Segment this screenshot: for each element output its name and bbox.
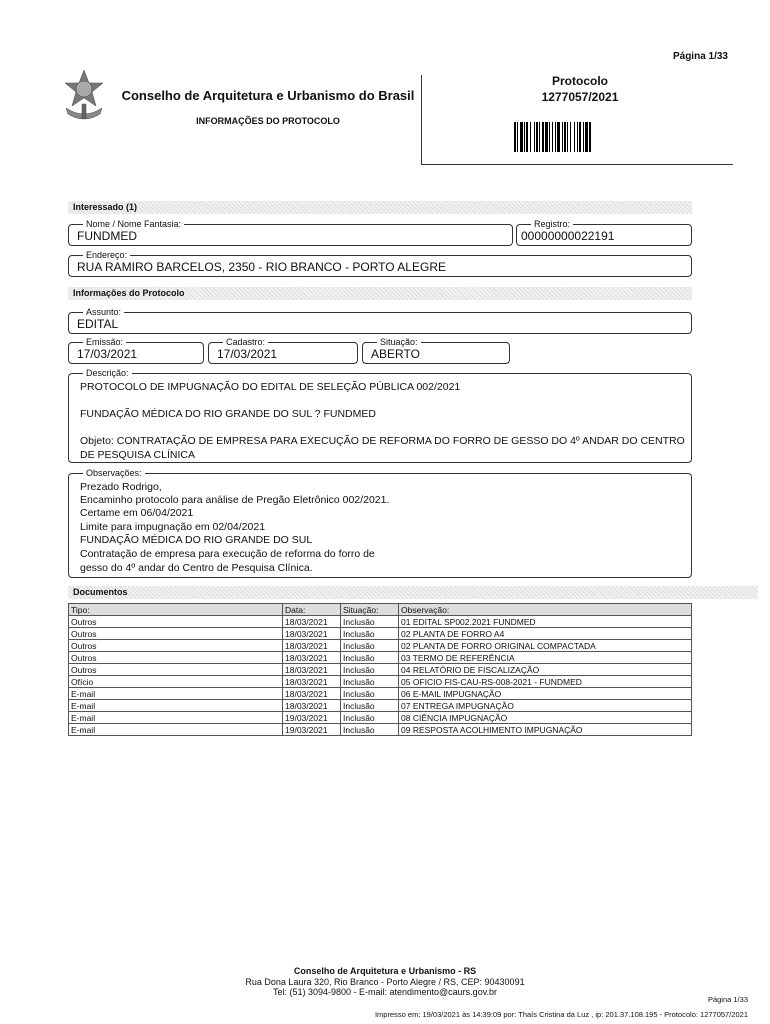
table-cell: Ofício bbox=[69, 676, 283, 688]
endereco-label: Endereço: bbox=[83, 249, 130, 261]
cadastro-label: Cadastro: bbox=[223, 336, 268, 348]
barcode-bar bbox=[564, 122, 566, 152]
table-cell: 05 OFICIO FIS-CAU-RS-008-2021 - FUNDMED bbox=[399, 676, 692, 688]
table-cell: 18/03/2021 bbox=[283, 664, 341, 676]
documents-table bbox=[68, 603, 692, 736]
barcode-bar bbox=[570, 122, 571, 152]
table-cell: Inclusão bbox=[341, 652, 399, 664]
table-cell: 04 RELATÓRIO DE FISCALIZAÇÃO bbox=[399, 664, 692, 676]
situacao-field bbox=[362, 337, 510, 364]
situacao-label: Situação: bbox=[377, 336, 421, 348]
observacao-line: Encaminho protocolo para análise de Pregão Eletrônico 002/2021. bbox=[80, 494, 390, 506]
table-row bbox=[69, 628, 692, 640]
descricao-field bbox=[68, 368, 692, 463]
name-value: FUNDMED bbox=[77, 229, 137, 243]
table-cell: Inclusão bbox=[341, 688, 399, 700]
table-cell: 18/03/2021 bbox=[283, 616, 341, 628]
table-cell: 08 CIÊNCIA IMPUGNAÇÃO bbox=[399, 712, 692, 724]
table-row bbox=[69, 700, 692, 712]
table-cell: Inclusão bbox=[341, 664, 399, 676]
situacao-value: ABERTO bbox=[371, 347, 420, 361]
endereco-value: RUA RAMIRO BARCELOS, 2350 - RIO BRANCO - PORTO ALEGRE bbox=[77, 260, 446, 274]
section-documentos: Documentos bbox=[68, 586, 758, 599]
barcode-bar bbox=[524, 122, 525, 152]
table-cell: 18/03/2021 bbox=[283, 700, 341, 712]
table-cell: 18/03/2021 bbox=[283, 628, 341, 640]
barcode-bar bbox=[589, 122, 591, 152]
table-row bbox=[69, 688, 692, 700]
table-row bbox=[69, 712, 692, 724]
registro-value: 00000000022191 bbox=[521, 229, 615, 243]
descricao-line: Objeto: CONTRATAÇÃO DE EMPRESA PARA EXECUÇÃO DE REFORMA DO FORRO DE GESSO DO 4º ANDAR DO CENTRO bbox=[80, 435, 685, 447]
table-cell: 06 E-MAIL IMPUGNAÇÃO bbox=[399, 688, 692, 700]
assunto-value: EDITAL bbox=[77, 317, 119, 331]
barcode-icon bbox=[514, 122, 638, 152]
observacao-line: Prezado Rodrigo, bbox=[80, 481, 162, 493]
cadastro-value: 17/03/2021 bbox=[217, 347, 278, 361]
name-label: Nome / Nome Fantasia: bbox=[83, 218, 184, 230]
table-cell: Inclusão bbox=[341, 616, 399, 628]
table-cell: 19/03/2021 bbox=[283, 724, 341, 736]
barcode-bar bbox=[526, 122, 528, 152]
barcode-bar bbox=[567, 122, 568, 152]
barcode-bar bbox=[555, 122, 556, 152]
barcode-bar bbox=[545, 122, 548, 152]
table-cell: 18/03/2021 bbox=[283, 688, 341, 700]
observacao-line: gesso do 4º andar do Centro de Pesquisa Clínica. bbox=[80, 562, 313, 574]
table-row bbox=[69, 640, 692, 652]
table-cell: 01 EDITAL SP002.2021 FUNDMED bbox=[399, 616, 692, 628]
emissao-label: Emissão: bbox=[83, 336, 126, 348]
header-divider-horizontal bbox=[421, 164, 733, 165]
barcode-bar bbox=[514, 122, 516, 152]
barcode-bar bbox=[517, 122, 518, 152]
barcode-bar bbox=[583, 122, 584, 152]
footer-print-info: Impresso em: 19/03/2021 às 14:39:09 por: Thaís Cristina da Luz , ip: 201.37.108.195 - Protocolo: 1277057/2021 bbox=[374, 1010, 748, 1019]
barcode-bar bbox=[549, 122, 550, 152]
footer-page-number: Página 1/33 bbox=[707, 995, 748, 1004]
protocol-label: Protocolo bbox=[552, 74, 608, 88]
table-cell: Inclusão bbox=[341, 700, 399, 712]
column-header: Situação: bbox=[341, 604, 399, 616]
descricao-label: Descrição: bbox=[83, 367, 132, 379]
table-cell: 18/03/2021 bbox=[283, 676, 341, 688]
table-row bbox=[69, 676, 692, 688]
footer-organization: Conselho de Arquitetura e Urbanismo - RS bbox=[293, 966, 477, 976]
table-cell: 19/03/2021 bbox=[283, 712, 341, 724]
brazil-coat-of-arms-icon bbox=[60, 68, 108, 124]
barcode-bar bbox=[520, 122, 523, 152]
table-cell: Inclusão bbox=[341, 676, 399, 688]
barcode-bar bbox=[539, 122, 540, 152]
document-subtitle: INFORMAÇÕES DO PROTOCOLO bbox=[196, 116, 340, 126]
section-interessado: Interessado (1) bbox=[68, 201, 692, 214]
registro-label: Registro: bbox=[531, 218, 573, 230]
descricao-line: DE PESQUISA CLÍNICA bbox=[80, 449, 195, 461]
barcode-bar bbox=[574, 122, 575, 152]
table-row bbox=[69, 616, 692, 628]
organization-title: Conselho de Arquitetura e Urbanismo do Brasil bbox=[121, 88, 415, 103]
column-header: Observação: bbox=[399, 604, 692, 616]
descricao-line: FUNDAÇÃO MÉDICA DO RIO GRANDE DO SUL ? FUNDMED bbox=[80, 408, 376, 420]
assunto-field bbox=[68, 307, 692, 334]
barcode-bar bbox=[557, 122, 560, 152]
table-cell: Outros bbox=[69, 640, 283, 652]
table-cell: E-mail bbox=[69, 688, 283, 700]
header-divider-vertical bbox=[421, 75, 422, 165]
table-row bbox=[69, 664, 692, 676]
table-cell: Outros bbox=[69, 664, 283, 676]
table-header-row bbox=[69, 604, 692, 616]
table-cell: E-mail bbox=[69, 700, 283, 712]
column-header: Tipo: bbox=[69, 604, 283, 616]
cadastro-field bbox=[208, 337, 358, 364]
table-cell: Inclusão bbox=[341, 724, 399, 736]
table-cell: 18/03/2021 bbox=[283, 652, 341, 664]
table-cell: 02 PLANTA DE FORRO A4 bbox=[399, 628, 692, 640]
endereco-field bbox=[68, 250, 692, 277]
observacoes-field bbox=[68, 468, 692, 578]
table-cell: 07 ENTREGA IMPUGNAÇÃO bbox=[399, 700, 692, 712]
emissao-field bbox=[68, 337, 204, 364]
table-cell: 03 TERMO DE REFERÊNCIA bbox=[399, 652, 692, 664]
table-row bbox=[69, 652, 692, 664]
barcode-bar bbox=[562, 122, 563, 152]
table-cell: 02 PLANTA DE FORRO ORIGINAL COMPACTADA bbox=[399, 640, 692, 652]
barcode-bar bbox=[577, 122, 578, 152]
table-cell: 18/03/2021 bbox=[283, 640, 341, 652]
table-cell: Inclusão bbox=[341, 628, 399, 640]
table-cell: 09 RESPOSTA ACOLHIMENTO IMPUGNAÇÃO bbox=[399, 724, 692, 736]
protocol-number: 1277057/2021 bbox=[541, 90, 619, 104]
observacao-line: FUNDAÇÃO MÉDICA DO RIO GRANDE DO SUL bbox=[80, 534, 313, 546]
emissao-value: 17/03/2021 bbox=[77, 347, 138, 361]
footer-address: Rua Dona Laura 320, Rio Branco - Porto Alegre / RS, CEP: 90430091 bbox=[245, 977, 525, 987]
barcode-bar bbox=[579, 122, 581, 152]
barcode-bar bbox=[552, 122, 553, 152]
table-cell: Inclusão bbox=[341, 712, 399, 724]
descricao-line: PROTOCOLO DE IMPUGNAÇÃO DO EDITAL DE SELEÇÃO PÚBLICA 002/2021 bbox=[80, 381, 461, 393]
table-cell: E-mail bbox=[69, 724, 283, 736]
observacoes-label: Observações: bbox=[83, 467, 145, 479]
name-field bbox=[68, 219, 513, 246]
observacao-line: Certame em 06/04/2021 bbox=[80, 507, 194, 519]
table-cell: E-mail bbox=[69, 712, 283, 724]
barcode-bar bbox=[585, 122, 588, 152]
registro-field bbox=[516, 219, 692, 246]
footer-contact: Tel: (51) 3094-9800 - E-mail: atendimento@caurs.gov.br bbox=[272, 987, 498, 997]
barcode-bar bbox=[542, 122, 544, 152]
assunto-label: Assunto: bbox=[83, 306, 124, 318]
column-header: Data: bbox=[283, 604, 341, 616]
table-row bbox=[69, 724, 692, 736]
table-cell: Inclusão bbox=[341, 640, 399, 652]
barcode-bar bbox=[536, 122, 538, 152]
table-cell: Outros bbox=[69, 616, 283, 628]
observacao-line: Limite para impugnação em 02/04/2021 bbox=[80, 521, 266, 533]
barcode-bar bbox=[530, 122, 531, 152]
section-protocolo: Informações do Protocolo bbox=[68, 287, 692, 300]
page-number: Página 1/33 bbox=[672, 51, 728, 62]
observacao-line: Contratação de empresa para execução de reforma do forro de bbox=[80, 548, 375, 560]
table-cell: Outros bbox=[69, 652, 283, 664]
barcode-bar bbox=[534, 122, 535, 152]
table-cell: Outros bbox=[69, 628, 283, 640]
